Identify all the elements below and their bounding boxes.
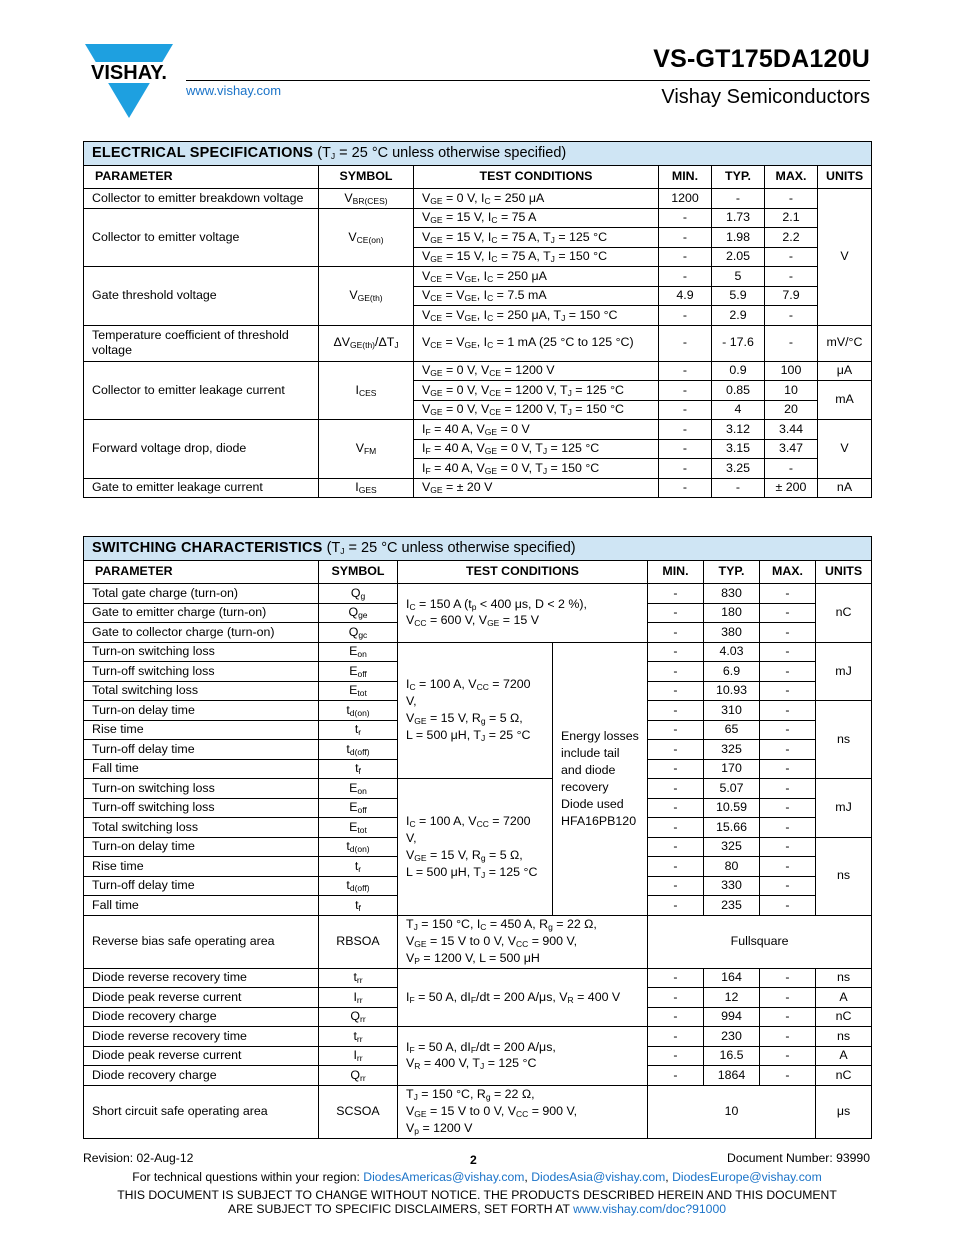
- min-cell: -: [659, 420, 712, 440]
- max-cell: -: [760, 896, 816, 916]
- typ-cell: 12: [704, 988, 760, 1008]
- typ-cell: 180: [704, 603, 760, 623]
- units-cell: mJ: [816, 642, 872, 701]
- table-title: ELECTRICAL SPECIFICATIONS ($T_J = 25$ °C unless otherwise specified): [84, 142, 872, 166]
- min-cell: -: [659, 361, 712, 381]
- col-header-parameter: PARAMETER: [84, 166, 319, 189]
- max-cell: -: [760, 623, 816, 643]
- typ-cell: 80: [704, 857, 760, 877]
- typ-cell: - 17.6: [712, 325, 765, 361]
- col-header-typ: TYP.: [712, 166, 765, 189]
- units-cell: mV/°C: [818, 325, 872, 361]
- symbol-cell: $I_{CES}$: [319, 361, 414, 420]
- param-cell: Total switching loss: [84, 681, 319, 701]
- condition-cell: $T_J = 150$ °C, $I_C = 450$ A, $R_g = 22$ Ω, $V_{GE} = 15$ V to 0 V, $V_{CC} = 900$ V, $V_P = 1200$ V, L = 500 μH: [398, 915, 648, 968]
- table-row: [84, 267, 872, 287]
- symbol-cell: $E_{off}$: [319, 798, 398, 818]
- typ-cell: 164: [704, 968, 760, 988]
- table-row: [84, 361, 872, 381]
- min-cell: -: [648, 988, 704, 1008]
- condition-cell: $V_{GE} = 15$ V, $I_C = 75$ A, $T_J = 125$ °C: [414, 228, 659, 248]
- param-cell: Gate to emitter leakage current: [84, 478, 319, 498]
- table-row: [84, 584, 872, 604]
- max-cell: -: [760, 1046, 816, 1066]
- min-cell: -: [648, 1007, 704, 1027]
- max-cell: -: [760, 603, 816, 623]
- max-cell: 20: [765, 400, 818, 420]
- min-cell: -: [648, 1046, 704, 1066]
- condition-cell: $V_{GE}$ = ± 20 V: [414, 478, 659, 498]
- table-row: [84, 478, 872, 498]
- min-cell: -: [648, 968, 704, 988]
- min-cell: -: [648, 603, 704, 623]
- typ-cell: 10.93: [704, 681, 760, 701]
- typ-cell: 5.9: [712, 286, 765, 306]
- max-cell: -: [760, 662, 816, 682]
- param-cell: Diode recovery charge: [84, 1066, 319, 1086]
- param-cell: Diode peak reverse current: [84, 988, 319, 1008]
- symbol-cell: $t_r$: [319, 857, 398, 877]
- min-cell: -: [659, 228, 712, 248]
- max-cell: -: [765, 306, 818, 326]
- table-row: [84, 208, 872, 228]
- min-cell: -: [648, 681, 704, 701]
- param-cell: Collector to emitter breakdown voltage: [84, 189, 319, 209]
- electrical-specifications-table: [83, 141, 872, 498]
- min-cell: -: [648, 740, 704, 760]
- min-cell: -: [648, 1066, 704, 1086]
- switching-characteristics-table: [83, 536, 872, 1139]
- symbol-cell: $V_{CE(on)}$: [319, 208, 414, 267]
- typ-cell: 830: [704, 584, 760, 604]
- typ-cell: 1.98: [712, 228, 765, 248]
- typ-cell: 6.9: [704, 662, 760, 682]
- max-cell: -: [760, 681, 816, 701]
- col-header-min: MIN.: [659, 166, 712, 189]
- param-cell: Total switching loss: [84, 818, 319, 838]
- min-cell: -: [648, 876, 704, 896]
- condition-cell: $V_{GE} = 0$ V, $V_{CE} = 1200$ V: [414, 361, 659, 381]
- condition-cell: $T_J = 150$ °C, $R_g = 22$ Ω, $V_{GE} = 15$ V to 0 V, $V_{CC} = 900$ V, $V_p = 1200$ V: [398, 1085, 648, 1138]
- units-cell: nC: [816, 584, 872, 643]
- email-americas-link[interactable]: DiodesAmericas@vishay.com: [363, 1170, 525, 1184]
- condition-cell: $I_F = 50$ A, $dI_F/dt = 200$ A/μs, $V_R = 400$ V, $T_J = 125$ °C: [398, 1027, 648, 1086]
- units-cell: ns: [816, 701, 872, 779]
- symbol-cell: $E_{off}$: [319, 662, 398, 682]
- min-cell: -: [648, 837, 704, 857]
- units-cell: A: [816, 1046, 872, 1066]
- tech-questions-line: For technical questions within your region: DiodesAmericas@vishay.com, DiodesAsia@vishay.com, DiodesEurope@vishay.com: [132, 1170, 822, 1184]
- col-header-test-conditions: TEST CONDITIONS: [398, 561, 648, 584]
- table-row: [84, 968, 872, 988]
- symbol-cell: $E_{tot}$: [319, 681, 398, 701]
- min-cell: -: [648, 642, 704, 662]
- typ-cell: 10.59: [704, 798, 760, 818]
- param-cell: Total gate charge (turn-on): [84, 584, 319, 604]
- max-cell: -: [760, 1066, 816, 1086]
- symbol-cell: $E_{on}$: [319, 779, 398, 799]
- min-cell: -: [648, 623, 704, 643]
- min-cell: -: [648, 701, 704, 721]
- min-cell: -: [659, 306, 712, 326]
- typ-cell: 994: [704, 1007, 760, 1027]
- condition-cell: $I_F = 40$ A, $V_{GE} = 0$ V: [414, 420, 659, 440]
- disclaimer-line-2: ARE SUBJECT TO SPECIFIC DISCLAIMERS, SET FORTH AT www.vishay.com/doc?91000: [227, 1202, 727, 1216]
- units-cell: nA: [818, 478, 872, 498]
- symbol-cell: $Q_{gc}$: [319, 623, 398, 643]
- max-cell: -: [765, 459, 818, 479]
- max-cell: -: [760, 968, 816, 988]
- condition-cell: $V_{CE} = V_{GE}$, $I_C = 1$ mA (25 °C to 125 °C): [414, 325, 659, 361]
- param-cell: Temperature coefficient of threshold voltage: [84, 325, 319, 361]
- max-cell: -: [760, 1007, 816, 1027]
- units-cell: A: [816, 988, 872, 1008]
- typ-cell: 330: [704, 876, 760, 896]
- min-cell: -: [648, 779, 704, 799]
- table-title: SWITCHING CHARACTERISTICS ($T_J = 25$ °C unless otherwise specified): [84, 537, 872, 561]
- col-header-symbol: SYMBOL: [319, 166, 414, 189]
- typ-cell: 5: [712, 267, 765, 287]
- units-cell: V: [818, 420, 872, 479]
- max-cell: -: [765, 247, 818, 267]
- typ-cell: -: [712, 478, 765, 498]
- symbol-cell: $t_{d(off)}$: [319, 876, 398, 896]
- param-cell: Diode recovery charge: [84, 1007, 319, 1027]
- symbol-cell: RBSOA: [319, 915, 398, 968]
- symbol-cell: $I_{rr}$: [319, 988, 398, 1008]
- document-number: Document Number: 93990: [727, 1151, 870, 1165]
- symbol-cell: $t_{rr}$: [319, 968, 398, 988]
- disclaimer-link[interactable]: www.vishay.com/doc?91000: [573, 1202, 727, 1216]
- min-cell: 4.9: [659, 286, 712, 306]
- typ-cell: 235: [704, 896, 760, 916]
- condition-cell: $V_{GE} = 0$ V, $V_{CE} = 1200$ V, $T_J = 125$ °C: [414, 381, 659, 401]
- param-cell: Turn-off delay time: [84, 876, 319, 896]
- header-rule: [186, 80, 870, 81]
- typ-cell: 3.25: [712, 459, 765, 479]
- col-header-units: UNITS: [816, 561, 872, 584]
- condition-cell: $I_C = 150$ A ($t_p < 400$ μs, D < 2 %), $V_{CC} = 600$ V, $V_{GE} = 15$ V: [398, 584, 648, 643]
- svg-text:VISHAY.: VISHAY.: [91, 62, 167, 84]
- param-cell: Turn-on delay time: [84, 837, 319, 857]
- max-cell: 3.44: [765, 420, 818, 440]
- typ-cell: 325: [704, 740, 760, 760]
- param-cell: Gate to emitter charge (turn-on): [84, 603, 319, 623]
- typ-cell: 325: [704, 837, 760, 857]
- table-row: [84, 420, 872, 440]
- min-cell: -: [648, 857, 704, 877]
- symbol-cell: $Q_{rr}$: [319, 1066, 398, 1086]
- condition-cell: $I_F = 40$ A, $V_{GE} = 0$ V, $T_J = 150$ °C: [414, 459, 659, 479]
- max-cell: -: [765, 189, 818, 209]
- min-cell: -: [659, 247, 712, 267]
- table-row: [84, 642, 872, 662]
- min-cell: 1200: [659, 189, 712, 209]
- typ-cell: 0.9: [712, 361, 765, 381]
- typ-cell: 2.05: [712, 247, 765, 267]
- min-cell: -: [648, 818, 704, 838]
- min-cell: -: [659, 478, 712, 498]
- max-cell: ± 200: [765, 478, 818, 498]
- condition-cell: $V_{GE} = 15$ V, $I_C = 75$ A: [414, 208, 659, 228]
- condition-cell: $V_{CE} = V_{GE}$, $I_C = 7.5$ mA: [414, 286, 659, 306]
- units-cell: nC: [816, 1007, 872, 1027]
- max-cell: -: [760, 701, 816, 721]
- max-cell: -: [760, 642, 816, 662]
- max-cell: -: [760, 798, 816, 818]
- typ-cell: 380: [704, 623, 760, 643]
- max-cell: 7.9: [765, 286, 818, 306]
- units-cell: ns: [816, 968, 872, 988]
- min-cell: -: [659, 400, 712, 420]
- units-cell: V: [818, 189, 872, 326]
- col-header-max: MAX.: [760, 561, 816, 584]
- max-cell: -: [760, 818, 816, 838]
- typ-cell: 230: [704, 1027, 760, 1047]
- typ-cell: 15.66: [704, 818, 760, 838]
- symbol-cell: $t_r$: [319, 720, 398, 740]
- symbol-cell: $t_{d(off)}$: [319, 740, 398, 760]
- typ-cell: -: [712, 189, 765, 209]
- param-cell: Short circuit safe operating area: [84, 1085, 319, 1138]
- symbol-cell: $t_{rr}$: [319, 1027, 398, 1047]
- page-number: 2: [470, 1153, 477, 1167]
- symbol-cell: $\Delta V_{GE(th)}/\Delta T_J$: [319, 325, 414, 361]
- table-row: [84, 189, 872, 209]
- symbol-cell: $t_f$: [319, 896, 398, 916]
- typ-cell: 4.03: [704, 642, 760, 662]
- units-cell: mJ: [816, 779, 872, 838]
- param-cell: Turn-off delay time: [84, 740, 319, 760]
- min-cell: -: [648, 896, 704, 916]
- symbol-cell: $V_{GE(th)}$: [319, 267, 414, 326]
- max-cell: 2.2: [765, 228, 818, 248]
- min-cell: -: [648, 662, 704, 682]
- max-cell: -: [760, 837, 816, 857]
- company-name: Vishay Semiconductors: [661, 86, 870, 108]
- col-header-max: MAX.: [765, 166, 818, 189]
- typ-cell: 2.9: [712, 306, 765, 326]
- condition-cell: $I_C = 100$ A, $V_{CC} = 7200$ V, $V_{GE} = 15$ V, $R_g = 5$ Ω, L = 500 μH, $T_J = 25$ °C: [398, 642, 553, 779]
- param-cell: Rise time: [84, 720, 319, 740]
- max-cell: 2.1: [765, 208, 818, 228]
- table-row: [84, 779, 872, 799]
- max-cell: -: [760, 857, 816, 877]
- symbol-cell: $V_{BR(CES)}$: [319, 189, 414, 209]
- param-cell: Gate to collector charge (turn-on): [84, 623, 319, 643]
- param-cell: Collector to emitter leakage current: [84, 361, 319, 420]
- condition-cell: $V_{CE} = V_{GE}$, $I_C = 250$ μA: [414, 267, 659, 287]
- param-cell: Turn-off switching loss: [84, 662, 319, 682]
- symbol-cell: $Q_{ge}$: [319, 603, 398, 623]
- max-cell: 100: [765, 361, 818, 381]
- typ-cell: 170: [704, 759, 760, 779]
- symbol-cell: SCSOA: [319, 1085, 398, 1138]
- vishay-url-link[interactable]: www.vishay.com: [186, 83, 282, 98]
- symbol-cell: $t_f$: [319, 759, 398, 779]
- condition-cell: $I_F = 40$ A, $V_{GE} = 0$ V, $T_J = 125$ °C: [414, 439, 659, 459]
- value-cell: 10: [648, 1085, 816, 1138]
- typ-cell: 65: [704, 720, 760, 740]
- typ-cell: 4: [712, 400, 765, 420]
- typ-cell: 3.15: [712, 439, 765, 459]
- max-cell: -: [760, 988, 816, 1008]
- param-cell: Turn-off switching loss: [84, 798, 319, 818]
- max-cell: -: [760, 1027, 816, 1047]
- energy-note-cell: Energy losses include tail and diode recovery Diode used HFA16PB120: [553, 642, 648, 915]
- param-cell: Fall time: [84, 896, 319, 916]
- typ-cell: 16.5: [704, 1046, 760, 1066]
- min-cell: -: [648, 1027, 704, 1047]
- min-cell: -: [648, 720, 704, 740]
- param-cell: Diode reverse recovery time: [84, 1027, 319, 1047]
- col-header-typ: TYP.: [704, 561, 760, 584]
- units-cell: nC: [816, 1066, 872, 1086]
- col-header-symbol: SYMBOL: [319, 561, 398, 584]
- condition-cell: $V_{GE} = 15$ V, $I_C = 75$ A, $T_J = 150$ °C: [414, 247, 659, 267]
- typ-cell: 1.73: [712, 208, 765, 228]
- email-europe-link[interactable]: DiodesEurope@vishay.com: [672, 1170, 822, 1184]
- typ-cell: 5.07: [704, 779, 760, 799]
- min-cell: -: [648, 584, 704, 604]
- max-cell: -: [760, 876, 816, 896]
- col-header-min: MIN.: [648, 561, 704, 584]
- param-cell: Forward voltage drop, diode: [84, 420, 319, 479]
- typ-cell: 0.85: [712, 381, 765, 401]
- min-cell: -: [659, 439, 712, 459]
- units-cell: μs: [816, 1085, 872, 1138]
- condition-cell: $I_F = 50$ A, $dI_F/dt = 200$ A/μs, $V_R = 400$ V: [398, 968, 648, 1027]
- units-cell: mA: [818, 381, 872, 420]
- col-header-units: UNITS: [818, 166, 872, 189]
- revision-text: Revision: 02-Aug-12: [83, 1151, 194, 1165]
- col-header-parameter: PARAMETER: [84, 561, 319, 584]
- table-row: [84, 325, 872, 361]
- symbol-cell: $E_{on}$: [319, 642, 398, 662]
- symbol-cell: $Q_{rr}$: [319, 1007, 398, 1027]
- max-cell: 10: [765, 381, 818, 401]
- param-cell: Rise time: [84, 857, 319, 877]
- symbol-cell: $E_{tot}$: [319, 818, 398, 838]
- param-cell: Turn-on switching loss: [84, 642, 319, 662]
- min-cell: -: [648, 798, 704, 818]
- email-asia-link[interactable]: DiodesAsia@vishay.com: [531, 1170, 666, 1184]
- part-number-title: VS-GT175DA120U: [653, 45, 870, 73]
- max-cell: -: [760, 740, 816, 760]
- param-cell: Turn-on switching loss: [84, 779, 319, 799]
- symbol-cell: $t_{d(on)}$: [319, 837, 398, 857]
- value-cell: Fullsquare: [648, 915, 872, 968]
- param-cell: Turn-on delay time: [84, 701, 319, 721]
- max-cell: -: [760, 584, 816, 604]
- param-cell: Gate threshold voltage: [84, 267, 319, 326]
- max-cell: -: [760, 759, 816, 779]
- symbol-cell: $V_{FM}$: [319, 420, 414, 479]
- max-cell: -: [760, 779, 816, 799]
- typ-cell: 310: [704, 701, 760, 721]
- min-cell: -: [659, 267, 712, 287]
- condition-cell: $V_{GE} = 0$ V, $I_C = 250$ μA: [414, 189, 659, 209]
- min-cell: -: [659, 325, 712, 361]
- param-cell: Diode reverse recovery time: [84, 968, 319, 988]
- table-header-row: [84, 166, 872, 189]
- min-cell: -: [659, 208, 712, 228]
- col-header-test-conditions: TEST CONDITIONS: [414, 166, 659, 189]
- table-row: [84, 1027, 872, 1047]
- units-cell: ns: [816, 1027, 872, 1047]
- symbol-cell: $I_{rr}$: [319, 1046, 398, 1066]
- symbol-cell: $t_{d(on)}$: [319, 701, 398, 721]
- min-cell: -: [659, 381, 712, 401]
- table-row: [84, 915, 872, 968]
- disclaimer-line-1: THIS DOCUMENT IS SUBJECT TO CHANGE WITHOUT NOTICE. THE PRODUCTS DESCRIBED HEREIN AND THIS DOCUMENT: [117, 1188, 837, 1202]
- condition-cell: $I_C = 100$ A, $V_{CC} = 7200$ V, $V_{GE} = 15$ V, $R_g = 5$ Ω, L = 500 μH, $T_J = 125$ °C: [398, 779, 553, 916]
- param-cell: Collector to emitter voltage: [84, 208, 319, 267]
- param-cell: Reverse bias safe operating area: [84, 915, 319, 968]
- min-cell: -: [648, 759, 704, 779]
- param-cell: Fall time: [84, 759, 319, 779]
- units-cell: ns: [816, 837, 872, 915]
- max-cell: -: [765, 325, 818, 361]
- condition-cell: $V_{CE} = V_{GE}$, $I_C = 250$ μA, $T_J = 150$ °C: [414, 306, 659, 326]
- max-cell: 3.47: [765, 439, 818, 459]
- table-row: [84, 1085, 872, 1138]
- units-cell: μA: [818, 361, 872, 381]
- typ-cell: 3.12: [712, 420, 765, 440]
- typ-cell: 1864: [704, 1066, 760, 1086]
- min-cell: -: [659, 459, 712, 479]
- symbol-cell: $Q_g$: [319, 584, 398, 604]
- condition-cell: $V_{GE} = 0$ V, $V_{CE} = 1200$ V, $T_J = 150$ °C: [414, 400, 659, 420]
- param-cell: Diode peak reverse current: [84, 1046, 319, 1066]
- vishay-logo: [83, 44, 175, 120]
- max-cell: -: [760, 720, 816, 740]
- table-header-row: [84, 561, 872, 584]
- symbol-cell: $I_{GES}$: [319, 478, 414, 498]
- max-cell: -: [765, 267, 818, 287]
